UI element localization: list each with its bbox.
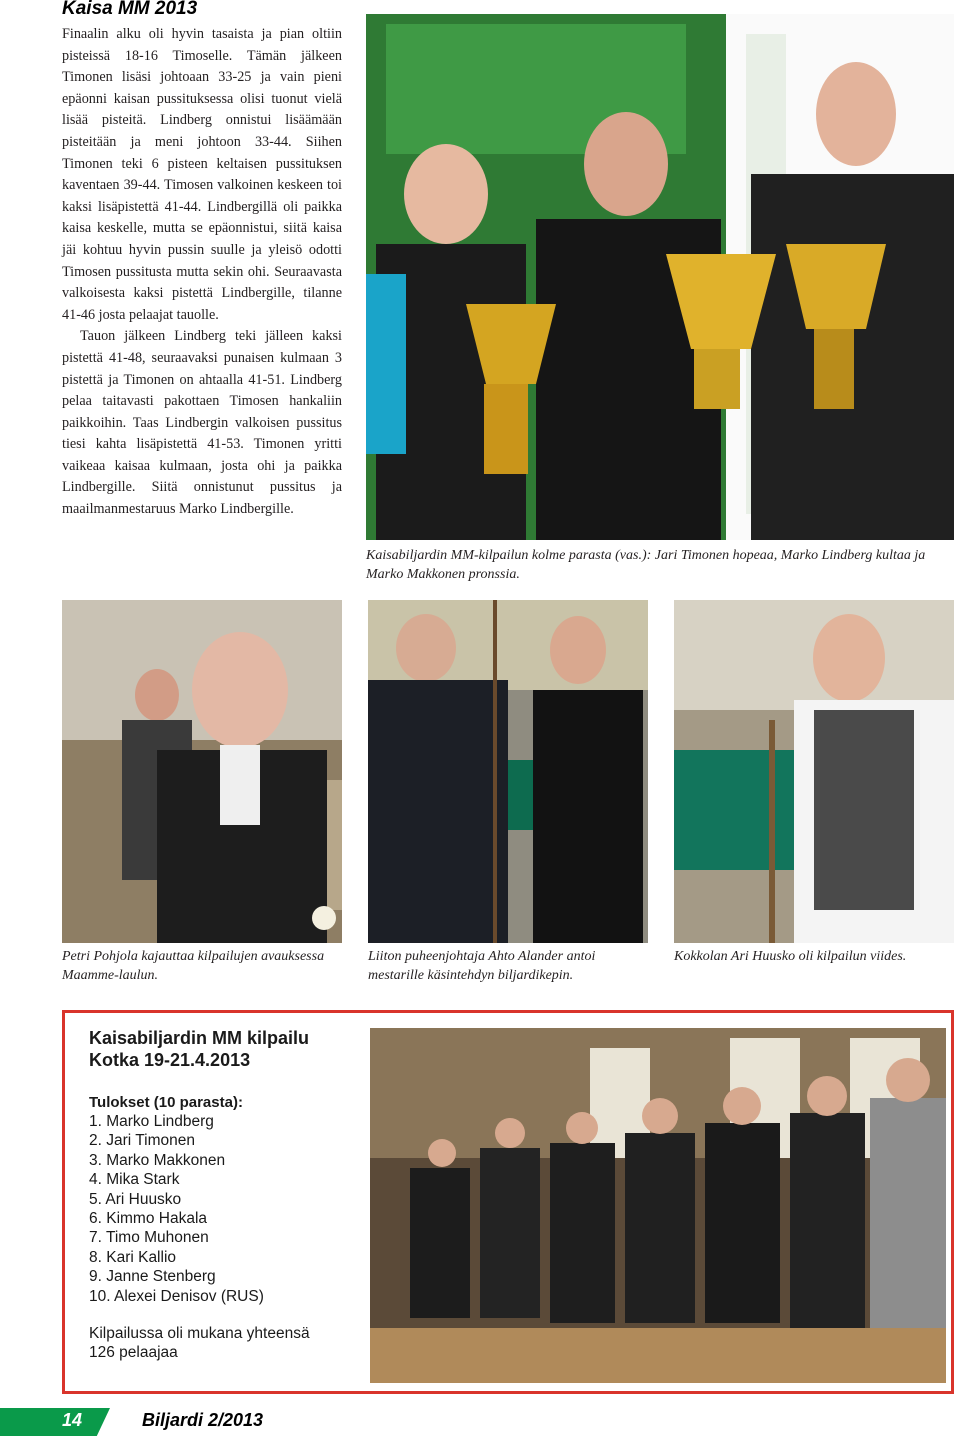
result-item: 6. Kimmo Hakala (89, 1210, 208, 1228)
result-item: 5. Ari Huusko (89, 1190, 182, 1208)
petri-pohjola-photo (62, 600, 342, 943)
magazine-name: Biljardi 2/2013 (142, 1410, 264, 1430)
result-item: 2. Jari Timonen (89, 1132, 195, 1150)
ari-huusko-caption: Kokkolan Ari Huusko oli kilpailun viides. (674, 949, 907, 964)
results-heading-line1: Kaisabiljardin MM kilpailu (89, 1028, 310, 1048)
results-note-line1: Kilpailussa oli mukana yhteensä (89, 1325, 310, 1343)
page-number: 14 (62, 1410, 83, 1430)
participants-photo (370, 1028, 946, 1383)
ahto-alander-photo (368, 600, 648, 943)
result-item: 3. Marko Makkonen (89, 1151, 226, 1169)
results-list (89, 1112, 359, 1306)
article-body (62, 24, 342, 521)
results-note-line2: 126 pelaajaa (89, 1344, 178, 1362)
results-box (62, 1010, 954, 1394)
petri-pohjola-caption: Petri Pohjola kajauttaa kilpailujen avauksessa Maamme-laulun. (62, 949, 325, 983)
results-text (89, 1027, 359, 1363)
podium-photo (366, 14, 954, 540)
footer-accent-bar (0, 1408, 110, 1436)
result-item: 1. Marko Lindberg (89, 1113, 214, 1130)
article-paragraph-1: Finaalin alku oli hyvin tasaista ja pian oltiin pisteissä 18-16 Timoselle. Tämän jälkeen Timonen lisäsi johtoaan 33-25 ja vain pieni epäonni kaisan pussituksessa olisi tuonut vielä lisää pisteitä. Lindberg onnistui lisäämään pisteitään ja meni johtoon 33-44. Siihen Timonen teki 6 pisteen keltaisen pussituksen kaventaen 39-44. Timosen valkoinen keskeen toi kaksi lisäpistettä 41-44. Lindbergillä oli paikka kaisa keskelle, mutta se epäonnistui, siitä kaisa jäi kohtuu hyvin pussin suulle ja yleisö odotti Timosen pussitusta mutta sekin ohi. Seuraavasta valkoisesta kaksi pistettä Lindbergille, tilanne 41-46 josta pelaajat tauolle. (62, 26, 342, 323)
results-subheading: Tulokset (10 parasta): (89, 1094, 243, 1111)
results-heading-line2: Kotka 19-21.4.2013 (89, 1050, 251, 1070)
ahto-alander-caption: Liiton puheenjohtaja Ahto Alander antoi mestarille käsintehdyn biljardikepin. (368, 949, 596, 983)
article-paragraph-2: Tauon jälkeen Lindberg teki jälleen kaksi pistettä 41-48, seuraavaksi punaisen kulmaan 3 pistettä ja Timonen on ahtaalla 41-51. Lindberg pelaa taitavasti pakottaen Timosen hankaliin paikkoihin. Taas Lindbergin valkoisen pussitus tiesi kahta lisäpistettä 41-53. Timonen yritti vaikeaa kaisaa kulmaan, josta ohi ja paikka Lindbergille. Siitä onnistunut pussitus ja maailmanmestaruus Marko Lindbergille. (62, 328, 342, 518)
results-note (89, 1324, 359, 1363)
podium-photo-caption: Kaisabiljardin MM-kilpailun kolme parasta (vas.): Jari Timonen hopeaa, Marko Lindberg kultaa ja Marko Makkonen pronssia. (366, 548, 926, 582)
result-item: 7. Timo Muhonen (89, 1229, 209, 1247)
section-title: Kaisa MM 2013 (62, 0, 198, 19)
result-item: 10. Alexei Denisov (RUS) (89, 1287, 264, 1305)
result-item: 8. Kari Kallio (89, 1248, 177, 1266)
ari-huusko-photo (674, 600, 954, 943)
result-item: 4. Mika Stark (89, 1171, 180, 1189)
result-item: 9. Janne Stenberg (89, 1268, 216, 1286)
